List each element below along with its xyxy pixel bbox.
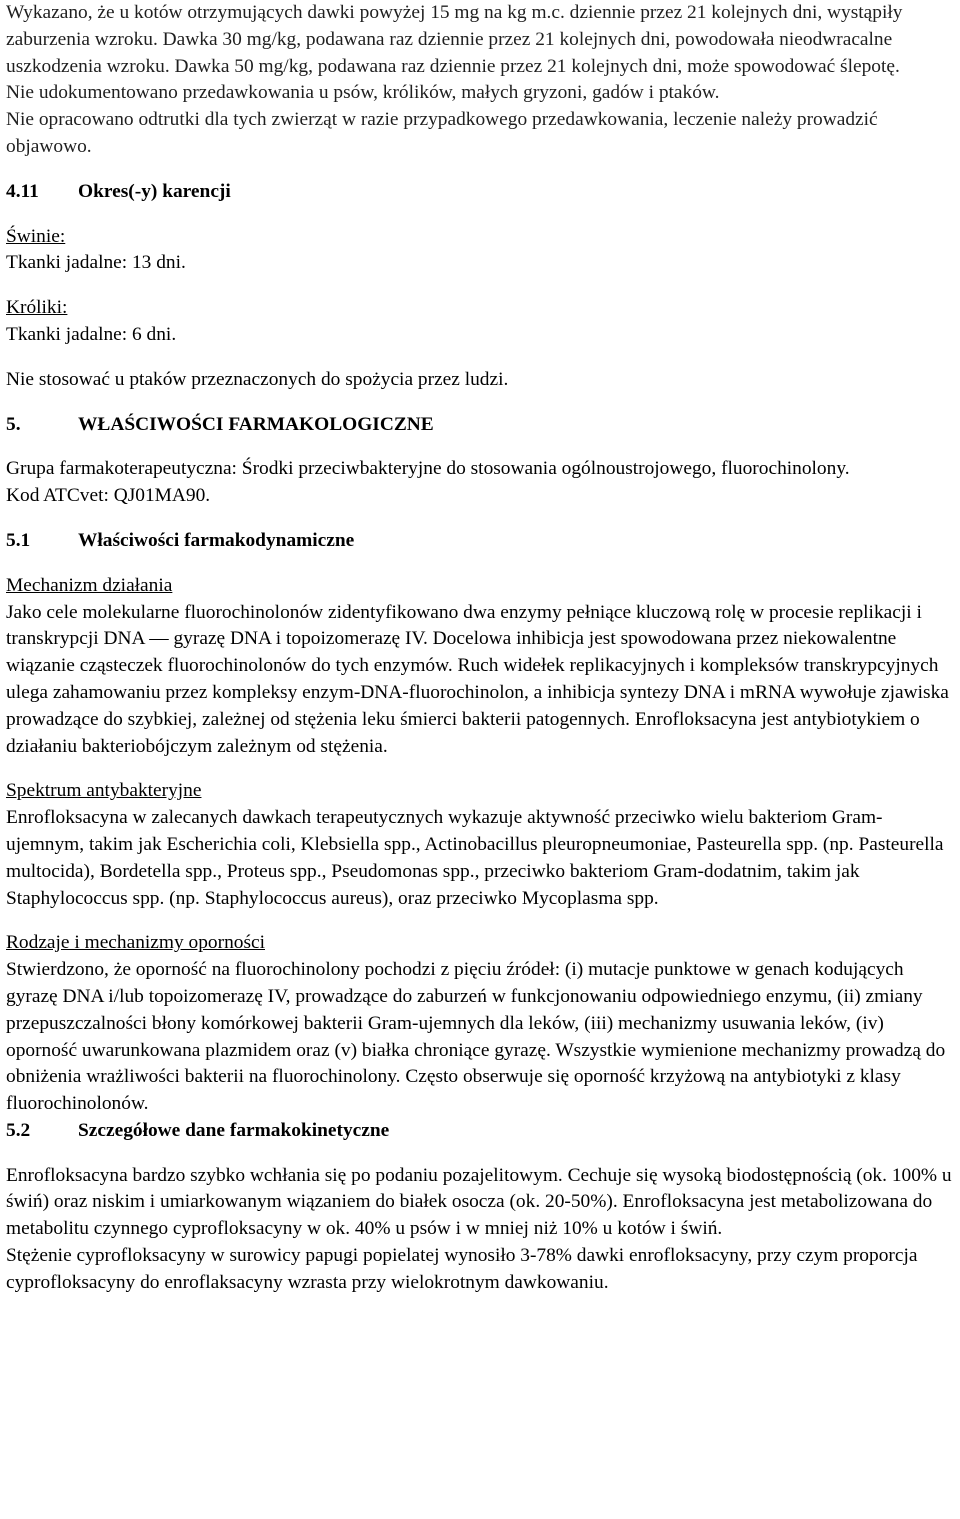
overdose-cats-paragraph: Wykazano, że u kotów otrzymujących dawki powyżej 15 mg na kg m.c. dziennie przez 21 kolejnych dni, wystąpiły zaburzenia wzroku. Dawka 30 mg/kg, podawana raz dziennie przez 21 kolejnych dni, powodowała nieodwracalne uszkodzenia wzroku. Dawka 50 mg/kg, podawana raz dziennie przez 21 kolejnych dni, może spowodować ślepotę. [6,2,903,77]
rabbits-withdrawal: Tkanki jadalne: 6 dni. [6,323,177,345]
spectrum-label: Spektrum antybakteryjne [6,780,202,802]
spectrum-paragraph: Enrofloksacyna w zalecanych dawkach terapeutycznych wykazuje aktywność przeciwko wielu bakteriom Gram-ujemnym, takim jak Escherichia coli, Klebsiella spp., Actinobacillus pleuropneumoniae, Pasteurella spp. (np. Pasteurella multocida), Bordetella spp., Proteus spp., Pseudomonas spp., przeciwko bakteriom Gram-dodatnim, takim jak Staphylococcus spp. (np. Staphylococcus aureus), oraz przeciwko Mycoplasma spp. [6,807,944,909]
section-5-2-heading [6,1118,954,1145]
section-number: 5. [6,413,21,435]
pigs-label: Świnie: [6,225,66,247]
section-5-heading [6,412,954,439]
birds-note: Nie stosować u ptaków przeznaczonych do spożycia przez ludzi. [6,368,509,390]
mechanism-label: Mechanizm działania [6,574,173,596]
cyprofloxacin-paragraph: Stężenie cyprofloksacyny w surowicy papugi popielatej wynosiło 3-78% dawki enrofloksacyny, przy czym proporcja cyprofloksacyny do enroflaksacyny wzrasta przy wielokrotnym dawkowaniu. [6,1245,918,1293]
section-title: Właściwości farmakodynamiczne [78,529,355,551]
section-title: WŁAŚCIWOŚCI FARMAKOLOGICZNE [78,413,434,435]
atcvet-code: Kod ATCvet: QJ01MA90. [6,485,211,507]
overdose-other-species-paragraph: Nie udokumentowano przedawkowania u psów, królików, małych gryzoni, gadów i ptaków. [6,82,720,104]
section-number: 5.1 [6,529,31,551]
section-4-11-heading [6,179,954,206]
resistance-paragraph: Stwierdzono, że oporność na fluorochinolony pochodzi z pięciu źródeł: (i) mutacje punktowe w genach kodujących gyrazę DNA i/lub topoizomerazę IV, prowadzące do zaburzeń w funkcjonowaniu odpowiedniego enzymu, (ii) zmiany przepuszczalności błony komórkowej bakterii Gram-ujemnych dla leków, (iii) mechanizmy usuwania leków, (iv) oporność uwarunkowana plazmidem oraz (v) białka chroniące gyrazę. Wszystkie wymienione mechanizmy prowadzą do obniżenia wrażliwości bakterii na fluorochinolony. Często obserwuje się oporność krzyżową na antybiotyki z klasy fluorochinolonów. [6,959,946,1115]
rabbits-label: Króliki: [6,297,68,319]
section-number: 5.2 [6,1119,31,1141]
pharmacokinetics-paragraph: Enrofloksacyna bardzo szybko wchłania się po podaniu pozajelitowym. Cechuje się wysoką biodostępnością (ok. 100% u świń) oraz niskim i umiarkowanym wiązaniem do białek osocza (ok. 20-50%). Enrofloksacyna jest metabolizowana do metabolitu czynnego cyprofloksacyny w ok. 40% u psów i w mniej niż 10% u kotów i świń. [6,1164,952,1240]
pigs-withdrawal: Tkanki jadalne: 13 dni. [6,252,186,274]
section-number: 4.11 [6,180,39,202]
mechanism-paragraph: Jako cele molekularne fluorochinolonów zidentyfikowano dwa enzymy pełniące kluczową rolę w procesie replikacji i transkrypcji DNA — gyrazę DNA i topoizomerazę IV. Docelowa inhibicja jest spowodowana przez niekowalentne wiązanie cząsteczek fluorochinolonów do tych enzymów. Ruch widełek replikacyjnych i kompleksów transkrypcyjnych ulega zahamowaniu przez kompleksy enzym-DNA-fluorochinolon, a inhibicja syntezy DNA i mRNA wywołuje zjawiska prowadzące do szybkiej, zależnej od stężenia leku śmierci bakterii patogennych. Enrofloksacyna jest antybiotykiem o działaniu bakteriobójczym zależnym od stężenia. [6,601,949,757]
antidote-paragraph: Nie opracowano odtrutki dla tych zwierząt w razie przypadkowego przedawkowania, leczenie należy prowadzić objawowo. [6,109,878,157]
pharmacotherapeutic-group: Grupa farmakoterapeutyczna: Środki przeciwbakteryjne do stosowania ogólnoustrojowego, fluorochinolony. [6,458,850,480]
section-title: Okres(-y) karencji [78,180,231,202]
resistance-label: Rodzaje i mechanizmy oporności [6,932,265,954]
section-title: Szczegółowe dane farmakokinetyczne [78,1119,390,1141]
section-5-1-heading [6,528,954,555]
